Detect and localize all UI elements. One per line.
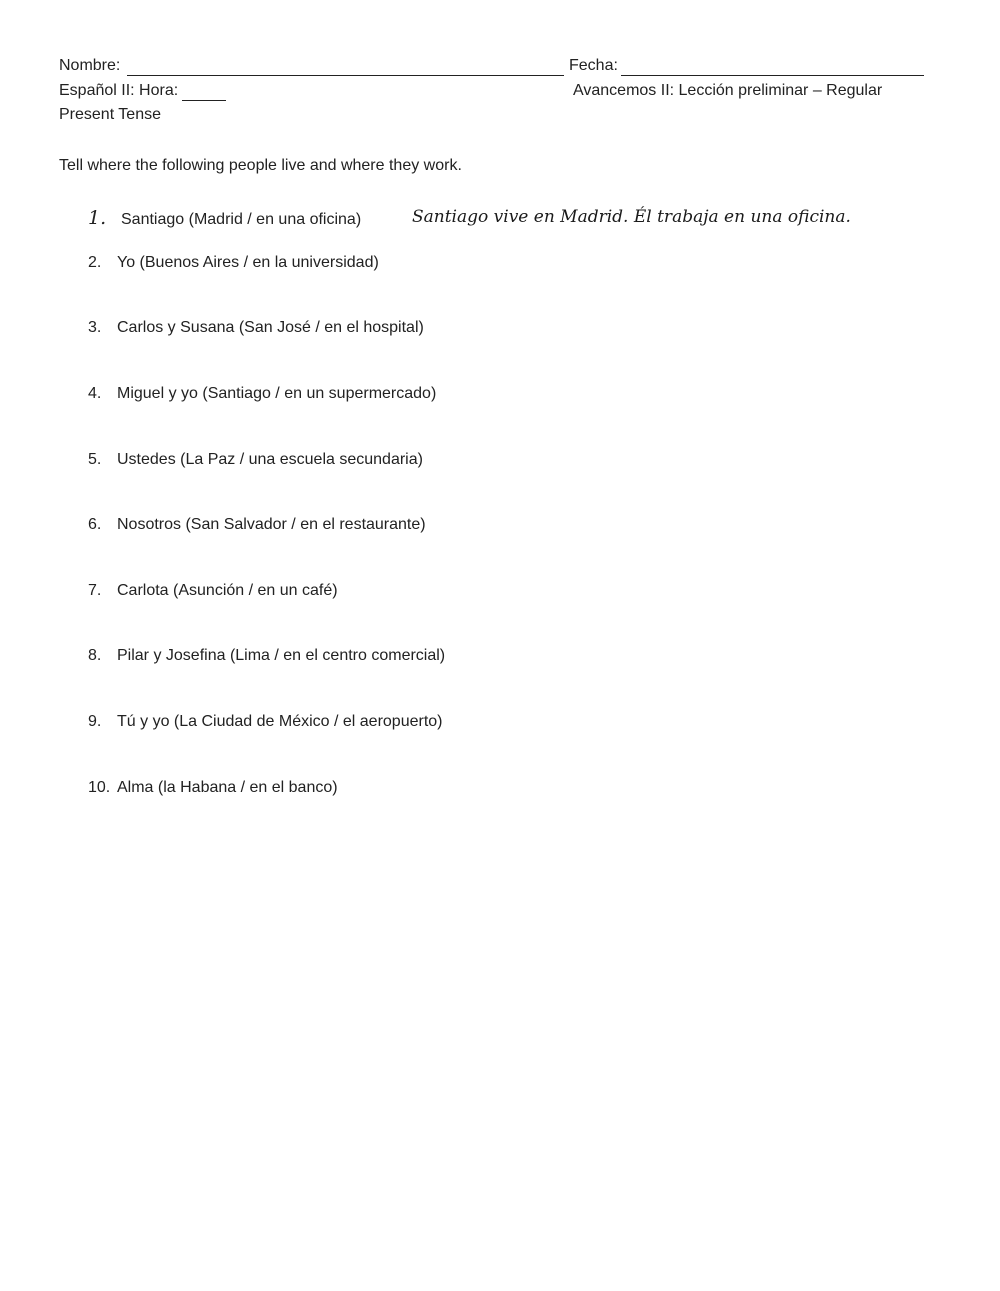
item-number: 6. — [88, 516, 102, 533]
list-item — [88, 779, 338, 797]
item-number: 8. — [88, 647, 102, 664]
list-item — [88, 582, 338, 600]
list-item — [88, 516, 426, 534]
item-prompt: Ustedes (La Paz / una escuela secundaria) — [117, 451, 423, 468]
item-number: 10. — [88, 779, 111, 796]
name-blank-field[interactable] — [127, 58, 564, 76]
item-number: 2. — [88, 254, 102, 271]
item-number: 3. — [88, 319, 102, 336]
list-item — [88, 451, 423, 469]
date-blank-field[interactable] — [621, 58, 924, 76]
date-label: Fecha: — [569, 57, 618, 74]
textbook-lesson-label: Avancemos II: Lección preliminar – Regular — [573, 82, 883, 99]
list-item — [88, 713, 443, 731]
item-number: 9. — [88, 713, 102, 730]
list-item — [88, 207, 361, 229]
class-hour-label: Español II: Hora: — [59, 82, 179, 99]
instructions: Tell where the following people live and where they work. — [59, 157, 462, 174]
item-number: 4. — [88, 385, 102, 402]
item-prompt: Tú y yo (La Ciudad de México / el aeropuerto) — [117, 713, 443, 730]
list-item — [88, 319, 424, 337]
item-prompt: Nosotros (San Salvador / en el restaurante) — [117, 516, 426, 533]
list-item — [88, 385, 436, 403]
item-number: 5. — [88, 451, 102, 468]
list-item — [88, 647, 445, 665]
hora-blank-field[interactable] — [182, 83, 226, 101]
item-prompt: Pilar y Josefina (Lima / en el centro comercial) — [117, 647, 446, 664]
item-prompt: Alma (la Habana / en el banco) — [117, 779, 338, 796]
example-answer: Santiago vive en Madrid. Él trabaja en una oficina. — [412, 207, 851, 227]
name-label: Nombre: — [59, 57, 121, 74]
item-prompt: Carlos y Susana (San José / en el hospital) — [117, 319, 424, 336]
item-prompt: Santiago (Madrid / en una oficina) — [121, 211, 362, 228]
item-number: 1. — [88, 207, 107, 229]
list-item — [88, 254, 379, 272]
item-number: 7. — [88, 582, 102, 599]
item-prompt: Miguel y yo (Santiago / en un supermercado) — [117, 385, 437, 402]
item-prompt: Carlota (Asunción / en un café) — [117, 582, 338, 599]
topic-title: Present Tense — [59, 106, 161, 123]
item-prompt: Yo (Buenos Aires / en la universidad) — [117, 254, 379, 271]
